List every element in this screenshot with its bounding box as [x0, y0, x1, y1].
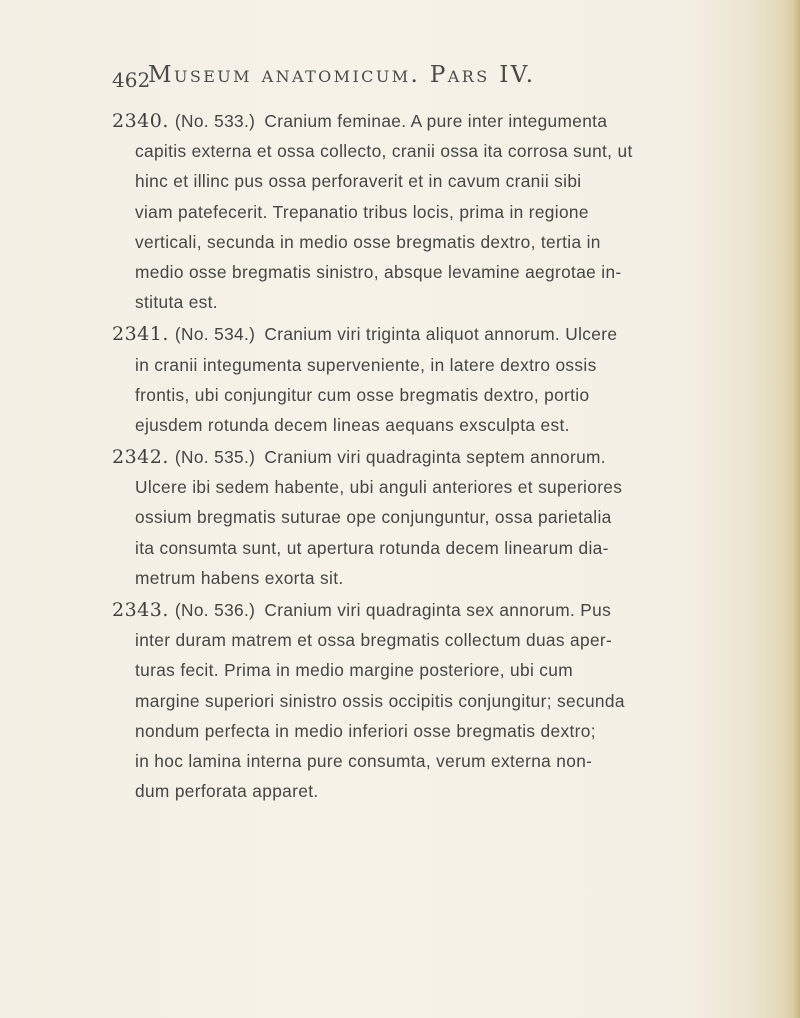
entry-text-line: margine superiori sinistro ossis occipitis conjungitur; secunda: [135, 690, 625, 711]
entry-text-line: capitis externa et ossa collecto, cranii ossa ita corrosa sunt, ut: [135, 141, 633, 162]
entry-text-line: Cranium viri quadraginta septem annorum.: [264, 447, 606, 468]
entry-text-line: nondum perfecta in medio inferiori osse bregmatis dextro;: [135, 720, 596, 741]
entry-reference: (No. 536.): [174, 600, 256, 620]
entry-reference: (No. 535.): [174, 447, 256, 468]
entry-text-line: medio osse bregmatis sinistro, absque levamine aegrotae in-: [135, 261, 622, 282]
entry-text-line: Cranium viri quadraginta sex annorum. Pus: [264, 600, 612, 620]
entry-reference: (No. 534.): [174, 324, 256, 345]
entry-number: 2341.: [112, 323, 169, 346]
page-edge-shadow: [782, 0, 800, 1018]
entry-text-line: stituta est.: [135, 292, 218, 313]
catalogue-entry: [112, 319, 695, 440]
page-number: 462: [112, 68, 151, 92]
entry-number: 2342.: [112, 446, 169, 469]
entry-text-line: viam patefecerit. Trepanatio tribus locis, prima in regione: [135, 201, 589, 222]
entry-text-line: frontis, ubi conjungitur cum osse bregmatis dextro, portio: [135, 384, 590, 405]
entry-reference: (No. 533.): [174, 111, 256, 131]
entry-text-line: in cranii integumenta superveniente, in latere dextro ossis: [135, 354, 597, 375]
entry-number: 2343.: [112, 599, 169, 621]
running-head: [112, 62, 672, 96]
entry-text-line: Cranium feminae. A pure inter integumenta: [264, 111, 608, 131]
entry-text-line: hinc et illinc pus ossa perforaverit et in cavum cranii sibi: [135, 171, 582, 192]
entry-text-line: metrum habens exorta sit.: [135, 567, 344, 588]
entry-text-line: verticali, secunda in medio osse bregmatis dextro, tertia in: [135, 231, 601, 252]
entry-text-line: turas fecit. Prima in medio margine posteriore, ubi cum: [135, 660, 574, 681]
catalogue-entry: [112, 442, 695, 593]
entry-number: 2340.: [112, 110, 169, 132]
entry-text-line: in hoc lamina interna pure consumta, verum externa non-: [135, 750, 593, 771]
catalogue-entry: [112, 106, 695, 317]
entry-text-line: ossium bregmatis suturae ope conjunguntur, ossa parietalia: [135, 507, 612, 528]
catalogue-entries: [112, 106, 695, 808]
entry-text-line: dum perforata apparet.: [135, 781, 319, 802]
entry-text-line: inter duram matrem et ossa bregmatis collectum duas aper-: [135, 630, 613, 651]
entry-first-line: [112, 106, 695, 136]
running-head-title: Museum anatomicum. Pars IV.: [148, 62, 536, 88]
entry-text-line: ita consumta sunt, ut apertura rotunda decem linearum dia-: [135, 537, 609, 558]
entry-first-line: [112, 595, 695, 625]
entry-first-line: [112, 442, 695, 472]
entry-text-line: Cranium viri triginta aliquot annorum. Ulcere: [264, 324, 618, 345]
entry-text-line: ejusdem rotunda decem lineas aequans exsculpta est.: [135, 414, 570, 435]
entry-first-line: [112, 319, 695, 349]
catalogue-entry: [112, 595, 695, 806]
entry-text-line: Ulcere ibi sedem habente, ubi anguli anteriores et superiores: [135, 477, 623, 498]
